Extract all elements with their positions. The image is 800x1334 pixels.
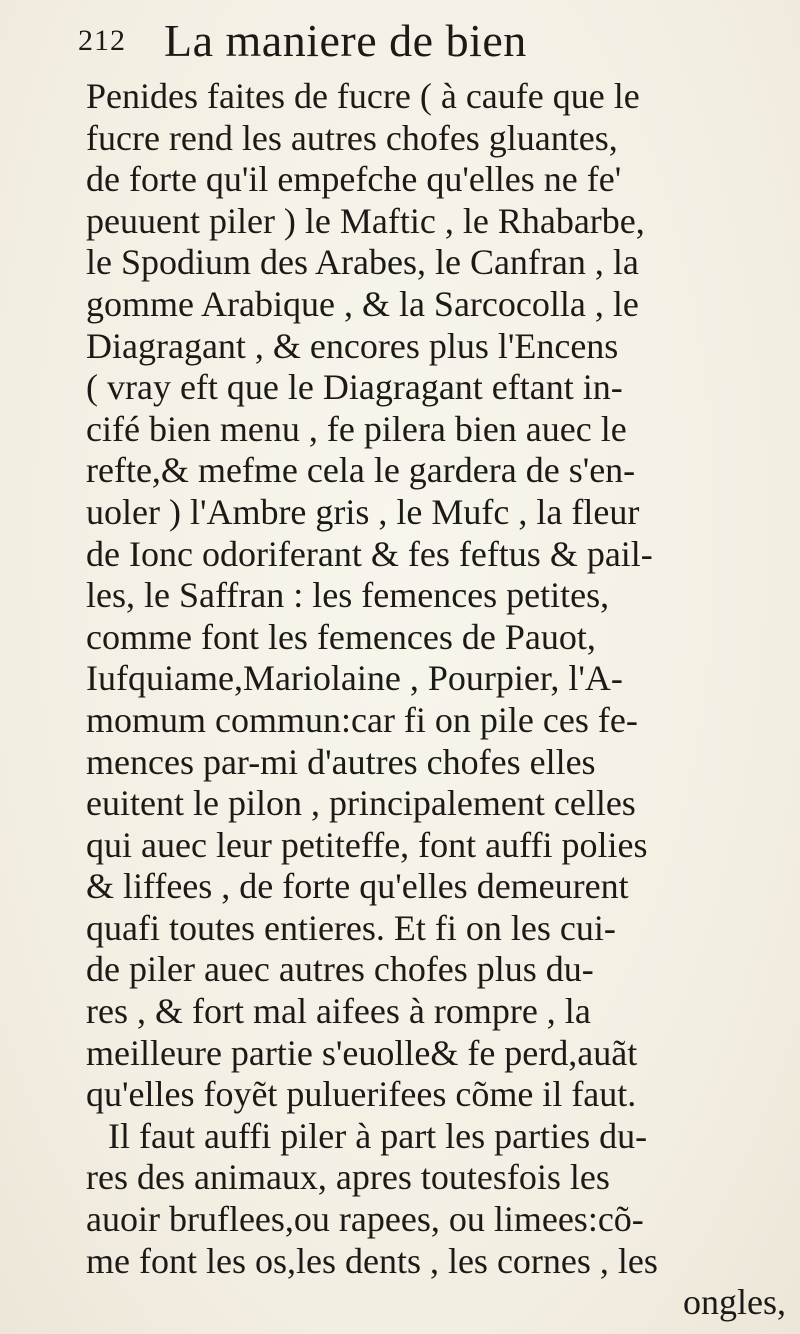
text-line: mences par-mi d'autres chofes elles <box>86 741 596 782</box>
text-line: qui auec leur petiteffe, font auffi polies <box>86 824 648 865</box>
text-line: les, le Saffran : les femences petites, <box>86 575 610 616</box>
text-line: euitent le pilon , principalement celles <box>86 783 636 824</box>
text-line: res , & fort mal aifees à rompre , la <box>86 991 591 1032</box>
text-line: comme font les femences de Pauot, <box>86 616 596 657</box>
text-line: auoir bruflees,ou rapees, ou limees:cõ- <box>86 1199 644 1240</box>
text-line: me font les os,les dents , les cornes , les <box>86 1240 658 1281</box>
text-line: gomme Arabique , & la Sarcocolla , le <box>86 283 639 324</box>
text-line: meilleure partie s'euolle& fe perd,auãt <box>86 1032 638 1073</box>
text-line: de Ionc odoriferant & fes feftus & pail- <box>86 533 653 574</box>
text-line: de forte qu'il empefche qu'elles ne fe' <box>86 159 622 200</box>
body-text <box>86 76 786 1324</box>
text-line: res des animaux, apres toutesfois les <box>86 1157 610 1198</box>
text-line: Iufquiame,Mariolaine , Pourpier, l'A- <box>86 658 623 699</box>
text-line: fucre rend les autres chofes gluantes, <box>86 117 618 158</box>
text-line: Il faut auffi piler à part les parties du- <box>108 1115 648 1156</box>
text-line: Diagragant , & encores plus l'Encens <box>86 325 619 366</box>
text-line: qu'elles foyẽt puluerifees cõme il faut. <box>86 1074 637 1115</box>
text-line: refte,& mefme cela le gardera de s'en- <box>86 450 636 491</box>
text-line: quafi toutes entieres. Et fi on les cui- <box>86 907 616 948</box>
text-line: cifé bien menu , fe pilera bien auec le <box>86 408 627 449</box>
text-line: Penides faites de fucre ( à caufe que le <box>86 76 640 116</box>
page-number: 212 <box>78 24 126 57</box>
page-header <box>78 14 698 74</box>
text-line: uoler ) l'Ambre gris , le Mufc , la fleur <box>86 491 640 532</box>
catchword: ongles, <box>683 1282 786 1323</box>
text-line: de piler auec autres chofes plus du- <box>86 949 594 990</box>
running-title: La maniere de bien <box>164 15 527 66</box>
text-line: & liffees , de forte qu'elles demeurent <box>86 866 629 907</box>
text-line: peuuent piler ) le Maftic , le Rhabarbe, <box>86 200 645 241</box>
text-line: ( vray eft que le Diagragant eftant in- <box>86 367 623 408</box>
text-line: le Spodium des Arabes, le Canfran , la <box>86 242 639 283</box>
text-line: momum commun:car fi on pile ces fe- <box>86 699 638 740</box>
